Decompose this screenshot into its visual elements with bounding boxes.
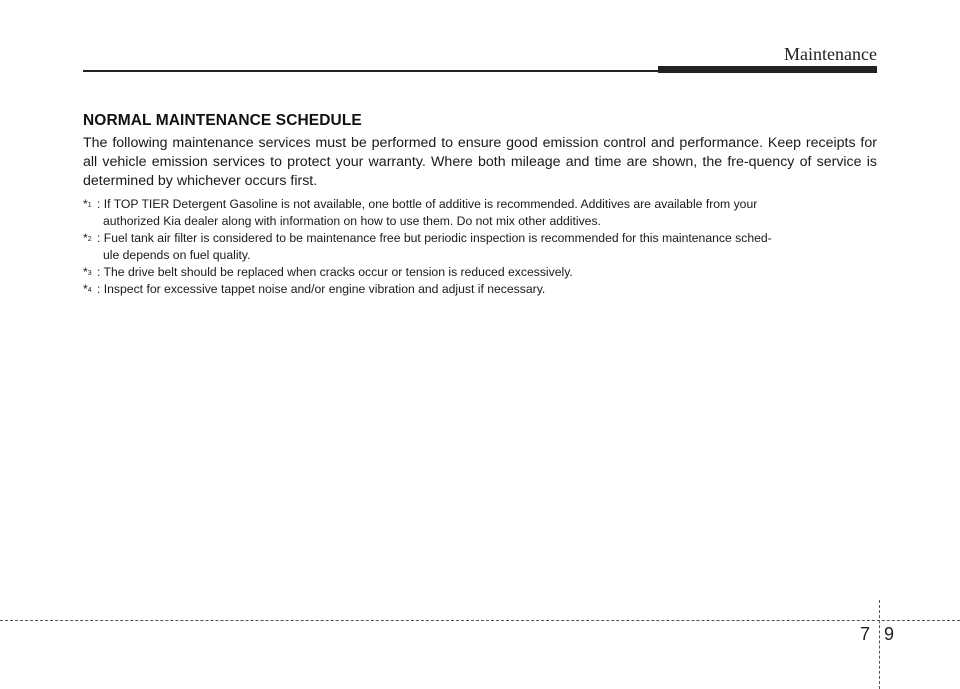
page-number: 9 bbox=[884, 624, 895, 644]
footnote-text: : If TOP TIER Detergent Gasoline is not available, one bottle of additive is recommended. Additives are available from your authorized Kia dealer along with information on how to use them. Do not mix other additives. bbox=[97, 197, 758, 228]
footnote-3 bbox=[83, 264, 877, 281]
footnote-marker: *$^4$ bbox=[83, 282, 92, 296]
chapter-number: 7 bbox=[860, 624, 871, 644]
footnote-2 bbox=[83, 230, 877, 264]
page-title: NORMAL MAINTENANCE SCHEDULE bbox=[83, 112, 362, 129]
footnote-marker: *$^1$ bbox=[83, 197, 92, 211]
footer-rule bbox=[0, 620, 960, 621]
footnote-text: : Inspect for excessive tappet noise and/or engine vibration and adjust if necessary. bbox=[97, 282, 546, 296]
footnote-1 bbox=[83, 196, 877, 230]
footnote-4 bbox=[83, 281, 877, 298]
intro-paragraph: The following maintenance services must be performed to ensure good emission control and performance. Keep receipts for all vehicle emission services to protect your warranty. Where both mileage and time are shown, the fre-quency of service is determined by whichever occurs first. bbox=[83, 135, 877, 189]
footnote-marker: *$^3$ bbox=[83, 265, 92, 279]
footnote-text: : Fuel tank air filter is considered to be maintenance free but periodic inspection is recommended for this maintenance sched- ule depends on fuel quality. bbox=[97, 231, 772, 262]
footer-divider bbox=[879, 600, 880, 689]
footnote-marker: *$^2$ bbox=[83, 231, 92, 245]
section-title-header: Maintenance bbox=[784, 44, 877, 64]
footnote-text: : The drive belt should be replaced when cracks occur or tension is reduced excessively. bbox=[97, 265, 573, 279]
page-content bbox=[83, 112, 877, 298]
header-rule-accent bbox=[658, 66, 877, 73]
